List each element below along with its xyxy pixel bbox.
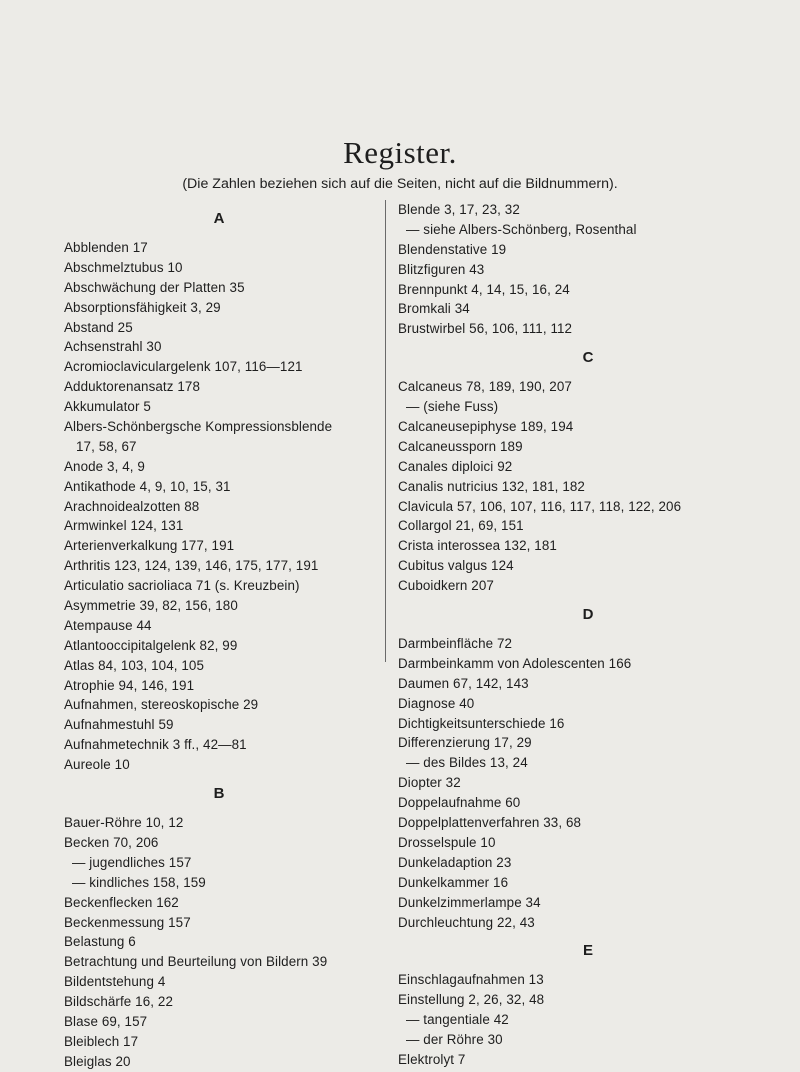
index-entry: Bildentstehung 4	[64, 974, 166, 990]
index-entry: Beckenmessung 157	[64, 914, 191, 930]
index-entry: Achsenstrahl 30	[64, 339, 162, 355]
index-entry: Bleiglas 20	[64, 1053, 131, 1069]
index-entry: Doppelplattenverfahren 33, 68	[398, 815, 582, 831]
index-entry: Dunkelkammer 16	[398, 874, 509, 890]
index-entry: Bauer-Röhre 10, 12	[64, 815, 184, 831]
index-entry: Abschwächung der Platten 35	[64, 279, 245, 295]
section-letter: C	[582, 349, 594, 367]
index-entry: — des Bildes 13, 24	[406, 755, 528, 771]
index-entry: Darmbeinkamm von Adolescenten 166	[398, 655, 632, 671]
index-entry: Beckenflecken 162	[64, 894, 179, 910]
page-title: Register.	[343, 135, 457, 170]
index-entry: Calcaneus 78, 189, 190, 207	[398, 379, 572, 395]
index-entry: Clavicula 57, 106, 107, 116, 117, 118, 122, 206	[398, 498, 682, 514]
index-entry: Differenzierung 17, 29	[398, 735, 532, 751]
index-entry: Daumen 67, 142, 143	[398, 675, 529, 691]
index-entry: Crista interossea 132, 181	[398, 538, 557, 554]
index-entry: Aufnahmen, stereoskopische 29	[64, 697, 259, 713]
section-letter: D	[582, 606, 594, 624]
index-entry: — (siehe Fuss)	[406, 399, 499, 415]
index-entry: Collargol 21, 69, 151	[398, 518, 524, 534]
index-entry: Einstellung 2, 26, 32, 48	[398, 992, 545, 1008]
index-entry: Abblenden 17	[64, 240, 148, 255]
index-section	[398, 596, 798, 932]
index-entry: Atrophie 94, 146, 191	[64, 677, 195, 693]
index-entry: — jugendliches 157	[72, 854, 192, 870]
index-section	[64, 775, 444, 1072]
index-entry: — der Röhre 30	[406, 1032, 503, 1048]
index-entry: Elektrolyt 7	[398, 1051, 466, 1067]
index-entry: — siehe Albers-Schönberg, Rosenthal	[406, 221, 637, 237]
index-section	[398, 932, 798, 1069]
index-entry: Atlantooccipitalgelenk 82, 99	[64, 637, 238, 653]
section-letter: B	[213, 785, 225, 803]
column-divider	[385, 200, 386, 662]
index-entry: Brustwirbel 56, 106, 111, 112	[398, 321, 573, 337]
index-entry: Albers-Schönbergsche Kompressionsblende	[64, 419, 333, 435]
index-entry: Diagnose 40	[398, 695, 475, 711]
index-entry: Arthritis 123, 124, 139, 146, 175, 177, 191	[64, 558, 319, 574]
index-entry: Atlas 84, 103, 104, 105	[64, 657, 205, 673]
index-entry: Darmbeinfläche 72	[398, 636, 513, 652]
index-section	[398, 200, 798, 339]
index-entry: Atempause 44	[64, 617, 152, 633]
index-entry: Einschlagaufnahmen 13	[398, 972, 544, 988]
index-entry: Betrachtung und Beurteilung von Bildern 39	[64, 954, 328, 970]
index-entry: Antikathode 4, 9, 10, 15, 31	[64, 478, 231, 494]
index-entry: Akkumulator 5	[64, 399, 151, 415]
index-entry: Adduktorenansatz 178	[64, 379, 201, 395]
page-subtitle: (Die Zahlen beziehen sich auf die Seiten, nicht auf die Bildnummern).	[182, 176, 618, 192]
index-entry: Bleiblech 17	[64, 1033, 139, 1049]
index-entry: Cuboidkern 207	[398, 578, 494, 594]
index-entry: Bildschärfe 16, 22	[64, 994, 173, 1010]
index-entry: Canales diploici 92	[398, 458, 513, 474]
index-entry: Cubitus valgus 124	[398, 558, 514, 574]
index-entry: Anode 3, 4, 9	[64, 458, 145, 474]
index-entry: Acromioclaviculargelenk 107, 116—121	[64, 359, 303, 375]
index-entry: Aureole 10	[64, 757, 130, 773]
section-letter: A	[213, 210, 225, 227]
index-section	[64, 200, 444, 775]
index-entry: Blitzfiguren 43	[398, 261, 485, 277]
index-entry: Armwinkel 124, 131	[64, 518, 184, 534]
left-column	[64, 200, 444, 1072]
index-entry: Calcaneussporn 189	[398, 438, 523, 454]
index-entry: Drosselspule 10	[398, 834, 496, 850]
index-entry: Blende 3, 17, 23, 32	[398, 202, 520, 217]
index-entry: Dichtigkeitsunterschiede 16	[398, 715, 565, 731]
section-letter: E	[582, 942, 593, 960]
index-entry: Asymmetrie 39, 82, 156, 180	[64, 598, 238, 614]
index-entry: Aufnahmetechnik 3 ff., 42—81	[64, 737, 247, 753]
index-entry: Diopter 32	[398, 775, 461, 791]
index-section	[398, 339, 798, 596]
index-entry: Brennpunkt 4, 14, 15, 16, 24	[398, 281, 570, 297]
index-entry: Abschmelztubus 10	[64, 259, 183, 275]
index-entry: Abstand 25	[64, 319, 133, 335]
index-entry: — kindliches 158, 159	[72, 874, 206, 890]
index-entry: 17, 58, 67	[76, 438, 137, 454]
index-entry: Dunkeladaption 23	[398, 854, 512, 870]
index-entry: Aufnahmestuhl 59	[64, 717, 174, 733]
index-entry: Bromkali 34	[398, 301, 470, 317]
index-entry: Dunkelzimmerlampe 34	[398, 894, 541, 910]
index-entry: Arachnoidealzotten 88	[64, 498, 200, 514]
right-column	[398, 200, 798, 1070]
index-entry: Becken 70, 206	[64, 834, 159, 850]
index-entry: Durchleuchtung 22, 43	[398, 914, 535, 930]
index-entry: Doppelaufnahme 60	[398, 795, 521, 811]
index-entry: Articulatio sacrioliaca 71 (s. Kreuzbein)	[64, 578, 300, 594]
index-entry: Calcaneusepiphyse 189, 194	[398, 419, 574, 435]
index-entry: Arterienverkalkung 177, 191	[64, 538, 235, 554]
index-entry: Absorptionsfähigkeit 3, 29	[64, 299, 221, 315]
index-entry: Canalis nutricius 132, 181, 182	[398, 478, 585, 494]
index-entry: Belastung 6	[64, 934, 136, 950]
index-entry: — tangentiale 42	[406, 1012, 509, 1028]
index-entry: Blendenstative 19	[398, 241, 507, 257]
index-entry: Blase 69, 157	[64, 1013, 148, 1029]
